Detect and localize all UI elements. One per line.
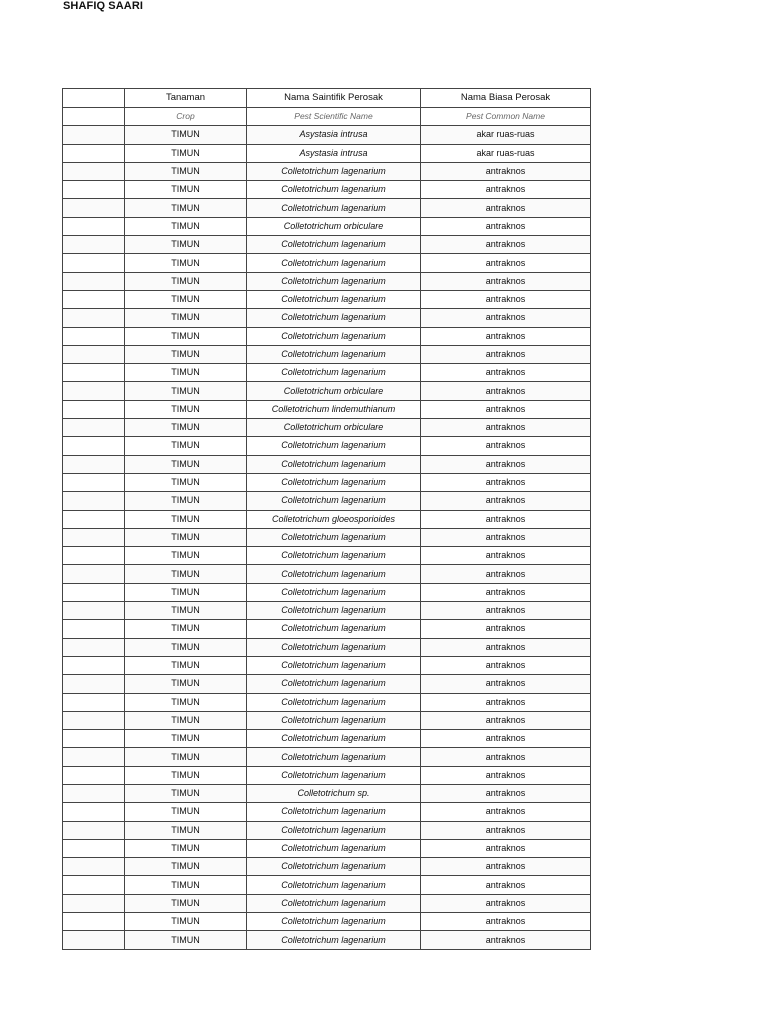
- scientific-name-cell: Colletotrichum lagenarium: [247, 638, 421, 656]
- crop-cell: TIMUN: [125, 528, 247, 546]
- table-row: [63, 876, 591, 894]
- scientific-name-cell: Colletotrichum lagenarium: [247, 199, 421, 217]
- table-row: [63, 181, 591, 199]
- scientific-name-cell: Colletotrichum lindemuthianum: [247, 400, 421, 418]
- scientific-name-cell: Colletotrichum lagenarium: [247, 473, 421, 491]
- crop-cell: TIMUN: [125, 382, 247, 400]
- scientific-name-cell: Colletotrichum lagenarium: [247, 675, 421, 693]
- row-blank-cell: [63, 675, 125, 693]
- common-name-cell: antraknos: [421, 181, 591, 199]
- common-name-cell: antraknos: [421, 803, 591, 821]
- table-row: [63, 547, 591, 565]
- table-row: [63, 455, 591, 473]
- row-blank-cell: [63, 565, 125, 583]
- table-row: [63, 437, 591, 455]
- common-name-cell: antraknos: [421, 364, 591, 382]
- row-blank-cell: [63, 217, 125, 235]
- scientific-name-cell: Colletotrichum lagenarium: [247, 602, 421, 620]
- row-blank-cell: [63, 656, 125, 674]
- table-row: [63, 711, 591, 729]
- row-blank-cell: [63, 290, 125, 308]
- table-row: [63, 656, 591, 674]
- scientific-name-cell: Colletotrichum lagenarium: [247, 345, 421, 363]
- common-name-cell: antraknos: [421, 327, 591, 345]
- header-cell-blank: [63, 89, 125, 108]
- row-blank-cell: [63, 473, 125, 491]
- crop-cell: TIMUN: [125, 162, 247, 180]
- crop-cell: TIMUN: [125, 675, 247, 693]
- row-blank-cell: [63, 711, 125, 729]
- row-blank-cell: [63, 620, 125, 638]
- table-row: [63, 602, 591, 620]
- scientific-name-cell: Colletotrichum lagenarium: [247, 748, 421, 766]
- row-blank-cell: [63, 236, 125, 254]
- table-row: [63, 236, 591, 254]
- row-blank-cell: [63, 858, 125, 876]
- crop-cell: TIMUN: [125, 821, 247, 839]
- common-name-cell: antraknos: [421, 583, 591, 601]
- scientific-name-cell: Colletotrichum lagenarium: [247, 730, 421, 748]
- table-row: [63, 254, 591, 272]
- table-row: [63, 839, 591, 857]
- crop-cell: TIMUN: [125, 290, 247, 308]
- row-blank-cell: [63, 419, 125, 437]
- scientific-name-cell: Colletotrichum lagenarium: [247, 894, 421, 912]
- scientific-name-cell: Colletotrichum lagenarium: [247, 547, 421, 565]
- header-row: [63, 89, 591, 108]
- common-name-cell: akar ruas-ruas: [421, 144, 591, 162]
- row-blank-cell: [63, 602, 125, 620]
- common-name-cell: antraknos: [421, 547, 591, 565]
- crop-cell: TIMUN: [125, 784, 247, 802]
- scientific-name-cell: Colletotrichum lagenarium: [247, 565, 421, 583]
- row-blank-cell: [63, 309, 125, 327]
- row-blank-cell: [63, 162, 125, 180]
- table-row: [63, 565, 591, 583]
- scientific-name-cell: Colletotrichum sp.: [247, 784, 421, 802]
- common-name-cell: antraknos: [421, 730, 591, 748]
- scientific-name-cell: Colletotrichum lagenarium: [247, 858, 421, 876]
- common-name-cell: antraknos: [421, 345, 591, 363]
- row-blank-cell: [63, 492, 125, 510]
- crop-cell: TIMUN: [125, 272, 247, 290]
- table-row: [63, 290, 591, 308]
- common-name-cell: antraknos: [421, 602, 591, 620]
- table-row: [63, 620, 591, 638]
- row-blank-cell: [63, 364, 125, 382]
- crop-cell: TIMUN: [125, 473, 247, 491]
- scientific-name-cell: Colletotrichum lagenarium: [247, 254, 421, 272]
- crop-cell: TIMUN: [125, 693, 247, 711]
- row-blank-cell: [63, 254, 125, 272]
- scientific-name-cell: Colletotrichum lagenarium: [247, 236, 421, 254]
- table-row: [63, 382, 591, 400]
- scientific-name-cell: Colletotrichum lagenarium: [247, 876, 421, 894]
- common-name-cell: antraknos: [421, 766, 591, 784]
- common-name-cell: antraknos: [421, 839, 591, 857]
- row-blank-cell: [63, 547, 125, 565]
- row-blank-cell: [63, 400, 125, 418]
- subheader-cell-crop: Crop: [125, 108, 247, 126]
- row-blank-cell: [63, 455, 125, 473]
- table-row: [63, 583, 591, 601]
- crop-cell: TIMUN: [125, 638, 247, 656]
- scientific-name-cell: Colletotrichum lagenarium: [247, 181, 421, 199]
- crop-cell: TIMUN: [125, 766, 247, 784]
- scientific-name-cell: Colletotrichum lagenarium: [247, 455, 421, 473]
- scientific-name-cell: Colletotrichum lagenarium: [247, 766, 421, 784]
- table-row: [63, 784, 591, 802]
- crop-cell: TIMUN: [125, 803, 247, 821]
- common-name-cell: antraknos: [421, 272, 591, 290]
- common-name-cell: antraknos: [421, 638, 591, 656]
- common-name-cell: antraknos: [421, 748, 591, 766]
- row-blank-cell: [63, 784, 125, 802]
- crop-cell: TIMUN: [125, 364, 247, 382]
- common-name-cell: akar ruas-ruas: [421, 126, 591, 144]
- common-name-cell: antraknos: [421, 437, 591, 455]
- table-row: [63, 510, 591, 528]
- common-name-cell: antraknos: [421, 784, 591, 802]
- scientific-name-cell: Colletotrichum lagenarium: [247, 290, 421, 308]
- common-name-cell: antraknos: [421, 821, 591, 839]
- row-blank-cell: [63, 693, 125, 711]
- crop-cell: TIMUN: [125, 510, 247, 528]
- row-blank-cell: [63, 803, 125, 821]
- row-blank-cell: [63, 913, 125, 931]
- scientific-name-cell: Colletotrichum lagenarium: [247, 583, 421, 601]
- common-name-cell: antraknos: [421, 528, 591, 546]
- row-blank-cell: [63, 638, 125, 656]
- row-blank-cell: [63, 437, 125, 455]
- crop-cell: TIMUN: [125, 711, 247, 729]
- scientific-name-cell: Colletotrichum gloeosporioides: [247, 510, 421, 528]
- crop-cell: TIMUN: [125, 565, 247, 583]
- row-blank-cell: [63, 327, 125, 345]
- scientific-name-cell: Colletotrichum lagenarium: [247, 528, 421, 546]
- table-row: [63, 419, 591, 437]
- crop-cell: TIMUN: [125, 199, 247, 217]
- row-blank-cell: [63, 272, 125, 290]
- table-row: [63, 364, 591, 382]
- crop-cell: TIMUN: [125, 730, 247, 748]
- table-row: [63, 126, 591, 144]
- common-name-cell: antraknos: [421, 400, 591, 418]
- common-name-cell: antraknos: [421, 510, 591, 528]
- table-row: [63, 528, 591, 546]
- table-row: [63, 199, 591, 217]
- scientific-name-cell: Colletotrichum lagenarium: [247, 803, 421, 821]
- scientific-name-cell: Colletotrichum lagenarium: [247, 620, 421, 638]
- table-row: [63, 272, 591, 290]
- table-row: [63, 913, 591, 931]
- table-row: [63, 748, 591, 766]
- row-blank-cell: [63, 894, 125, 912]
- table-row: [63, 144, 591, 162]
- table-row: [63, 327, 591, 345]
- crop-cell: TIMUN: [125, 345, 247, 363]
- author-name: SHAFIQ SAARI: [63, 0, 144, 12]
- table-row: [63, 400, 591, 418]
- crop-cell: TIMUN: [125, 583, 247, 601]
- row-blank-cell: [63, 199, 125, 217]
- table-row: [63, 821, 591, 839]
- crop-cell: TIMUN: [125, 419, 247, 437]
- table-row: [63, 766, 591, 784]
- row-blank-cell: [63, 382, 125, 400]
- table-row: [63, 858, 591, 876]
- header-cell-scientific-name: Nama Saintifik Perosak: [247, 89, 421, 108]
- common-name-cell: antraknos: [421, 217, 591, 235]
- scientific-name-cell: Colletotrichum lagenarium: [247, 437, 421, 455]
- table-row: [63, 803, 591, 821]
- subheader-cell-scientific-name: Pest Scientific Name: [247, 108, 421, 126]
- scientific-name-cell: Colletotrichum lagenarium: [247, 693, 421, 711]
- common-name-cell: antraknos: [421, 858, 591, 876]
- scientific-name-cell: Colletotrichum orbiculare: [247, 419, 421, 437]
- crop-cell: TIMUN: [125, 620, 247, 638]
- crop-cell: TIMUN: [125, 748, 247, 766]
- scientific-name-cell: Colletotrichum lagenarium: [247, 492, 421, 510]
- header-cell-crop: Tanaman: [125, 89, 247, 108]
- crop-cell: TIMUN: [125, 327, 247, 345]
- row-blank-cell: [63, 876, 125, 894]
- crop-cell: TIMUN: [125, 144, 247, 162]
- row-blank-cell: [63, 583, 125, 601]
- common-name-cell: antraknos: [421, 309, 591, 327]
- scientific-name-cell: Colletotrichum lagenarium: [247, 931, 421, 949]
- table-row: [63, 345, 591, 363]
- crop-cell: TIMUN: [125, 547, 247, 565]
- common-name-cell: antraknos: [421, 711, 591, 729]
- row-blank-cell: [63, 748, 125, 766]
- crop-cell: TIMUN: [125, 858, 247, 876]
- row-blank-cell: [63, 839, 125, 857]
- common-name-cell: antraknos: [421, 931, 591, 949]
- row-blank-cell: [63, 766, 125, 784]
- scientific-name-cell: Asystasia intrusa: [247, 144, 421, 162]
- common-name-cell: antraknos: [421, 565, 591, 583]
- common-name-cell: antraknos: [421, 693, 591, 711]
- crop-cell: TIMUN: [125, 309, 247, 327]
- subheader-cell-blank: [63, 108, 125, 126]
- table-row: [63, 492, 591, 510]
- row-blank-cell: [63, 510, 125, 528]
- scientific-name-cell: Colletotrichum lagenarium: [247, 656, 421, 674]
- table-row: [63, 675, 591, 693]
- scientific-name-cell: Colletotrichum lagenarium: [247, 821, 421, 839]
- crop-cell: TIMUN: [125, 181, 247, 199]
- row-blank-cell: [63, 931, 125, 949]
- row-blank-cell: [63, 821, 125, 839]
- crop-cell: TIMUN: [125, 455, 247, 473]
- scientific-name-cell: Asystasia intrusa: [247, 126, 421, 144]
- header-cell-common-name: Nama Biasa Perosak: [421, 89, 591, 108]
- scientific-name-cell: Colletotrichum lagenarium: [247, 913, 421, 931]
- common-name-cell: antraknos: [421, 162, 591, 180]
- common-name-cell: antraknos: [421, 675, 591, 693]
- common-name-cell: antraknos: [421, 382, 591, 400]
- crop-cell: TIMUN: [125, 913, 247, 931]
- crop-cell: TIMUN: [125, 839, 247, 857]
- crop-cell: TIMUN: [125, 236, 247, 254]
- crop-cell: TIMUN: [125, 126, 247, 144]
- pest-table: [62, 88, 591, 950]
- common-name-cell: antraknos: [421, 492, 591, 510]
- scientific-name-cell: Colletotrichum orbiculare: [247, 382, 421, 400]
- row-blank-cell: [63, 144, 125, 162]
- subheader-row: [63, 108, 591, 126]
- table-row: [63, 162, 591, 180]
- crop-cell: TIMUN: [125, 656, 247, 674]
- table-row: [63, 730, 591, 748]
- scientific-name-cell: Colletotrichum lagenarium: [247, 711, 421, 729]
- table-row: [63, 894, 591, 912]
- subheader-cell-common-name: Pest Common Name: [421, 108, 591, 126]
- row-blank-cell: [63, 528, 125, 546]
- scientific-name-cell: Colletotrichum lagenarium: [247, 364, 421, 382]
- crop-cell: TIMUN: [125, 876, 247, 894]
- table-row: [63, 693, 591, 711]
- common-name-cell: antraknos: [421, 455, 591, 473]
- crop-cell: TIMUN: [125, 931, 247, 949]
- crop-cell: TIMUN: [125, 492, 247, 510]
- table-row: [63, 638, 591, 656]
- crop-cell: TIMUN: [125, 437, 247, 455]
- common-name-cell: antraknos: [421, 419, 591, 437]
- common-name-cell: antraknos: [421, 236, 591, 254]
- pest-table-body: [63, 89, 591, 950]
- scientific-name-cell: Colletotrichum orbiculare: [247, 217, 421, 235]
- scientific-name-cell: Colletotrichum lagenarium: [247, 839, 421, 857]
- crop-cell: TIMUN: [125, 894, 247, 912]
- common-name-cell: antraknos: [421, 254, 591, 272]
- scientific-name-cell: Colletotrichum lagenarium: [247, 162, 421, 180]
- common-name-cell: antraknos: [421, 199, 591, 217]
- table-row: [63, 217, 591, 235]
- common-name-cell: antraknos: [421, 876, 591, 894]
- common-name-cell: antraknos: [421, 913, 591, 931]
- scientific-name-cell: Colletotrichum lagenarium: [247, 272, 421, 290]
- crop-cell: TIMUN: [125, 602, 247, 620]
- crop-cell: TIMUN: [125, 254, 247, 272]
- table-row: [63, 309, 591, 327]
- row-blank-cell: [63, 345, 125, 363]
- row-blank-cell: [63, 126, 125, 144]
- row-blank-cell: [63, 181, 125, 199]
- crop-cell: TIMUN: [125, 400, 247, 418]
- row-blank-cell: [63, 730, 125, 748]
- common-name-cell: antraknos: [421, 473, 591, 491]
- table-row: [63, 931, 591, 949]
- common-name-cell: antraknos: [421, 894, 591, 912]
- crop-cell: TIMUN: [125, 217, 247, 235]
- table-row: [63, 473, 591, 491]
- common-name-cell: antraknos: [421, 290, 591, 308]
- scientific-name-cell: Colletotrichum lagenarium: [247, 309, 421, 327]
- common-name-cell: antraknos: [421, 656, 591, 674]
- scientific-name-cell: Colletotrichum lagenarium: [247, 327, 421, 345]
- common-name-cell: antraknos: [421, 620, 591, 638]
